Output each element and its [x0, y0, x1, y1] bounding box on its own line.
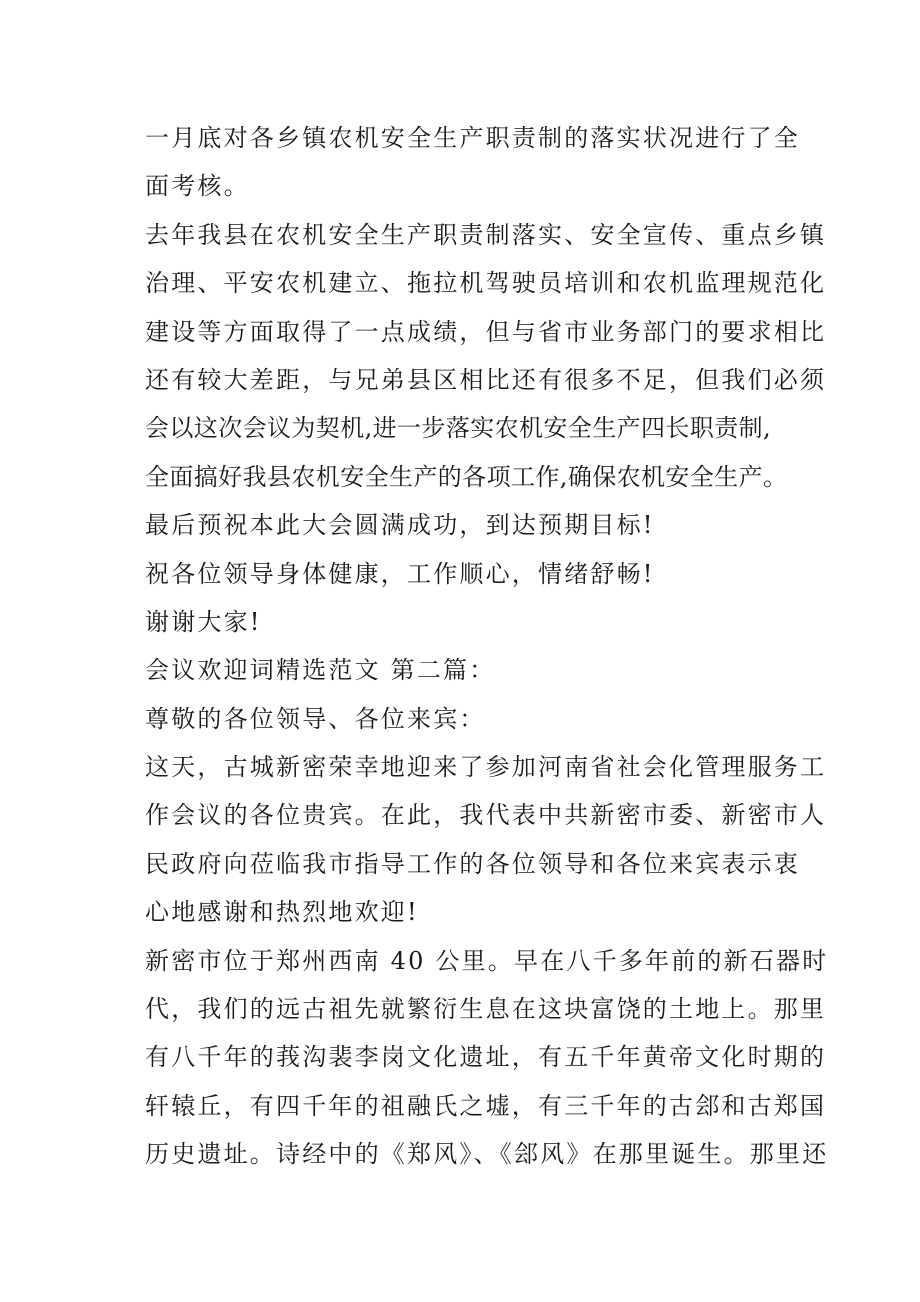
- text-line: 轩辕丘，有四千年的祖融氏之墟，有三千年的古郐和古郑国: [145, 1091, 827, 1120]
- text-line: 民政府向莅临我市指导工作的各位领导和各位来宾表示衷: [145, 849, 800, 878]
- text-line: 历史遗址。诗经中的《郑风》、《郐风》在那里诞生。那里还: [145, 1140, 829, 1169]
- text-line: 去年我县在农机安全生产职责制落实、安全宣传、重点乡镇: [145, 220, 827, 249]
- text-line: 新密市位于郑州西南 40 公里。早在八千多年前的新石器时: [145, 946, 829, 975]
- text-line: 心地感谢和热烈地欢迎!: [145, 898, 419, 927]
- text-line: 全面搞好我县农机安全生产的各项工作,确保农机安全生产。: [145, 462, 788, 491]
- text-line: 作会议的各位贵宾。在此，我代表中共新密市委、新密市人: [145, 801, 827, 830]
- text-line: 一月底对各乡镇农机安全生产职责制的落实状况进行了全: [145, 124, 800, 152]
- text-line: 谢谢大家!: [145, 607, 262, 636]
- text-line: 最后预祝本此大会圆满成功，到达预期目标!: [145, 511, 655, 540]
- text-line: 治理、平安农机建立、拖拉机驾驶员培训和农机监理规范化: [145, 269, 827, 298]
- section-heading: 会议欢迎词精选范文 第二篇：: [145, 656, 496, 685]
- text-line: 有八千年的莪沟裴李岗文化遗址，有五千年黄帝文化时期的: [145, 1043, 827, 1072]
- text-line: 这天，古城新密荣幸地迎来了参加河南省社会化管理服务工: [145, 753, 827, 782]
- text-line: 会以这次会议为契机,进一步落实农机安全生产四长职责制,: [145, 414, 772, 443]
- text-line: 代，我们的远古祖先就繁衍生息在这块富饶的土地上。那里: [145, 995, 827, 1024]
- salutation: 尊敬的各位领导、各位来宾：: [145, 704, 486, 733]
- text-line: 还有较大差距，与兄弟县区相比还有很多不足，但我们必须: [145, 365, 827, 394]
- text-line: 建设等方面取得了一点成绩，但与省市业务部门的要求相比: [145, 317, 827, 346]
- text-line: 祝各位领导身体健康，工作顺心，情绪舒畅!: [145, 559, 655, 588]
- document-body: [145, 114, 829, 1179]
- text-line: 面考核。: [145, 172, 250, 201]
